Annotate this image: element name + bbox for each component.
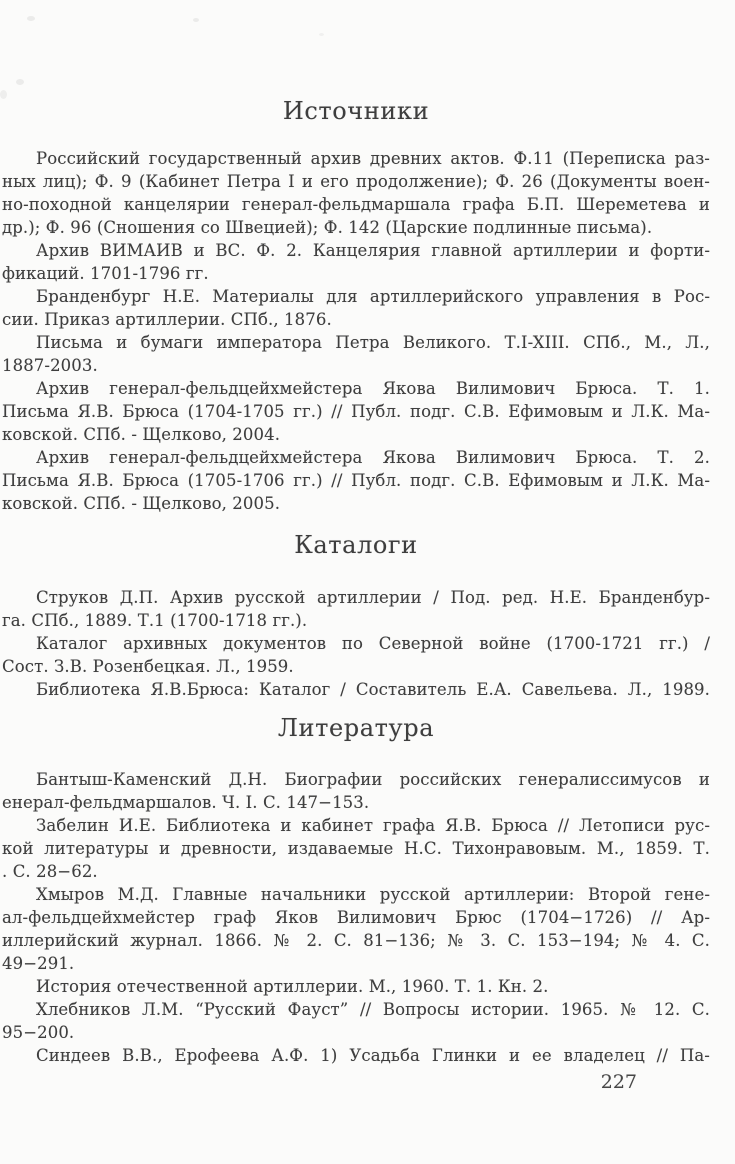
reference-line: . С. 28−62. (2, 862, 98, 881)
reference-line: сии. Приказ артиллерии. СПб., 1876. (2, 310, 332, 329)
reference-line: иллерийский журнал. 1866. № 2. С. 81−136; № 3. С. 153−194; № 4. С. (2, 931, 710, 950)
reference-entry (2, 331, 710, 377)
reference-entry (2, 632, 710, 678)
reference-line: Библиотека Я.В.Брюса: Каталог / Составитель Е.А. Савельева. Л., 1989. (36, 680, 710, 699)
reference-line: Архив генерал-фельдцейхмейстера Якова Вилимович Брюса. Т. 1. (36, 379, 710, 398)
reference-line: га. СПб., 1889. Т.1 (1700-1718 гг.). (2, 611, 308, 630)
reference-entry (2, 586, 710, 632)
reference-entry (2, 768, 710, 814)
section-heading-catalogs: Каталоги (294, 531, 418, 559)
section-catalogs (2, 530, 710, 701)
reference-entry (2, 678, 710, 701)
section-heading-literature: Литература (277, 714, 435, 742)
reference-line: 95−200. (2, 1023, 75, 1042)
reference-line: Письма и бумаги императора Петра Великого. Т.I-XIII. СПб., М., Л., (36, 333, 710, 352)
page-number: 227 (600, 1071, 637, 1093)
reference-line: Письма Я.В. Брюса (1704-1705 гг.) // Публ. подг. С.В. Ефимовым и Л.К. Ма- (2, 402, 710, 421)
reference-line: др.); Ф. 96 (Сношения со Швецией); Ф. 142 (Царские подлинные письма). (2, 218, 653, 237)
reference-entry (2, 975, 710, 998)
reference-entry (2, 239, 710, 285)
reference-line: Хлебников Л.М. “Русский Фауст” // Вопросы истории. 1965. № 12. С. (36, 1000, 710, 1019)
reference-line: фикаций. 1701-1796 гг. (2, 264, 209, 283)
section-literature (2, 713, 710, 1067)
reference-line: 49−291. (2, 954, 75, 973)
reference-line: енерал-фельдмаршалов. Ч. I. С. 147−153. (2, 793, 370, 812)
reference-line: Каталог архивных документов по Северной войне (1700-1721 гг.) / (36, 634, 710, 653)
reference-line: Бранденбург Н.Е. Материалы для артиллерийского управления в Рос- (36, 287, 710, 306)
reference-line: История отечественной артиллерии. М., 1960. Т. 1. Кн. 2. (36, 977, 549, 996)
reference-line: Струков Д.П. Архив русской артиллерии / Под. ред. Н.Е. Бранденбур- (36, 588, 710, 607)
reference-line: Синдеев В.В., Ерофеева А.Ф. 1) Усадьба Глинки и ее владелец // Па- (36, 1046, 710, 1065)
reference-line: ковской. СПб. - Щелково, 2004. (2, 425, 281, 444)
reference-entry (2, 285, 710, 331)
reference-line: Сост. З.В. Розенбецкая. Л., 1959. (2, 657, 294, 676)
reference-line: кой литературы и древности, издаваемые Н.С. Тихонравовым. М., 1859. Т. (2, 839, 710, 858)
reference-line: Забелин И.Е. Библиотека и кабинет графа Я.В. Брюса // Летописи рус- (36, 816, 710, 835)
reference-entry (2, 377, 710, 446)
reference-line: Архив ВИМАИВ и ВС. Ф. 2. Канцелярия главной артиллерии и форти- (36, 241, 710, 260)
reference-entry (2, 147, 710, 239)
reference-line: ал-фельдцейхмейстер граф Яков Вилимович Брюс (1704−1726) // Ар- (2, 908, 710, 927)
reference-line: ковской. СПб. - Щелково, 2005. (2, 494, 281, 513)
section-heading-sources: Источники (282, 97, 430, 125)
reference-entry (2, 998, 710, 1044)
page-content (2, 0, 710, 1067)
reference-line: Российский государственный архив древних актов. Ф.11 (Переписка раз- (36, 149, 710, 168)
reference-entry (2, 814, 710, 883)
reference-line: Письма Я.В. Брюса (1705-1706 гг.) // Публ. подг. С.В. Ефимовым и Л.К. Ма- (2, 471, 710, 490)
reference-entry (2, 446, 710, 515)
reference-line: Бантыш-Каменский Д.Н. Биографии российских генералиссимусов и (36, 770, 710, 789)
reference-line: ных лиц); Ф. 9 (Кабинет Петра I и его продолжение); Ф. 26 (Документы воен- (2, 172, 710, 191)
reference-line: но-походной канцелярии генерал-фельдмаршала графа Б.П. Шереметева и (2, 195, 710, 214)
reference-line: Хмыров М.Д. Главные начальники русской артиллерии: Второй гене- (36, 885, 710, 904)
section-sources (2, 96, 710, 515)
reference-line: 1887-2003. (2, 356, 98, 375)
reference-entry (2, 883, 710, 975)
reference-entry (2, 1044, 710, 1067)
reference-line: Архив генерал-фельдцейхмейстера Якова Вилимович Брюса. Т. 2. (36, 448, 710, 467)
